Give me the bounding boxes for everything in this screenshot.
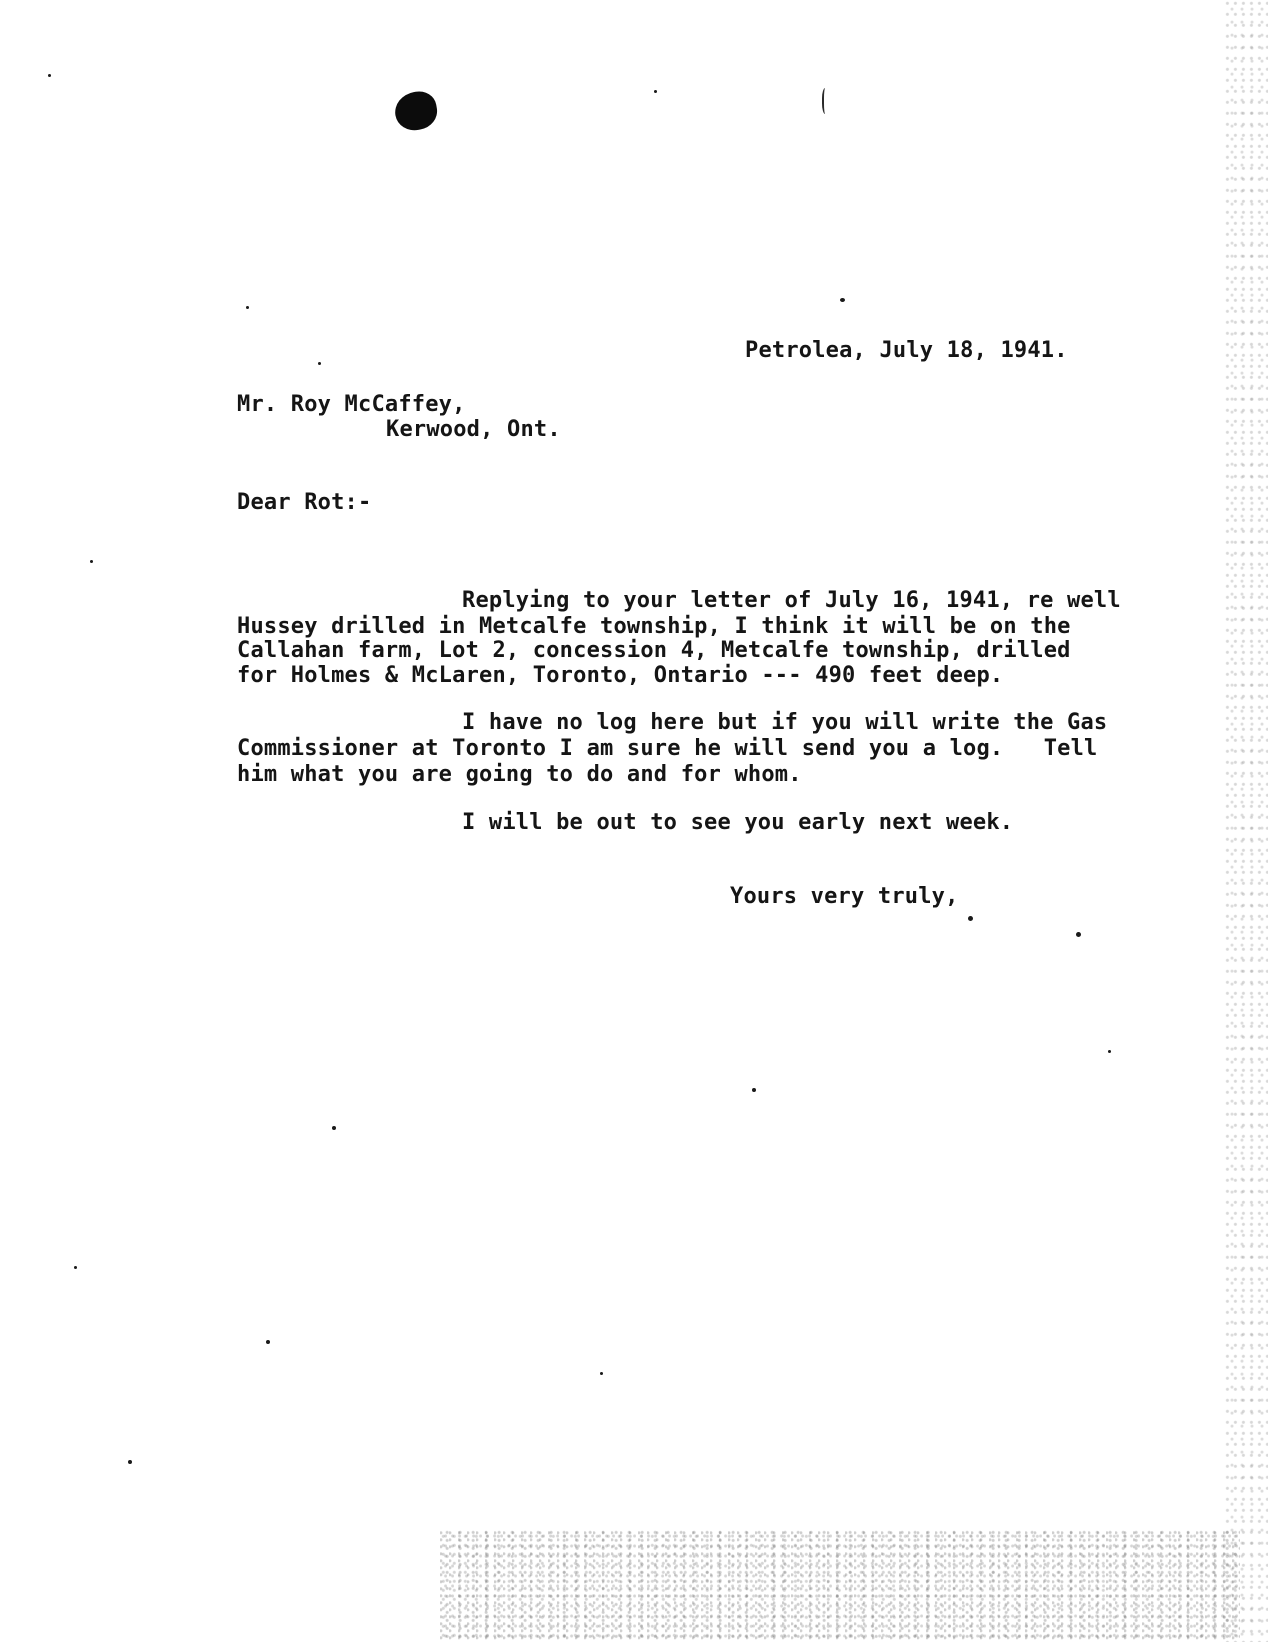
speck [600,1372,603,1375]
speck [128,1460,132,1464]
paragraph-1-line-1: Replying to your letter of July 16, 1941, re well [462,588,1121,613]
speck [840,298,845,302]
recipient-place: Kerwood, Ont. [386,417,561,442]
ink-blot [392,89,440,134]
speck [266,1340,270,1344]
letter-date-line: Petrolea, July 18, 1941. [745,338,1068,363]
speck [752,1088,756,1092]
closing: Yours very truly, [730,884,959,909]
speck [332,1126,336,1130]
speck [654,90,657,93]
paragraph-1-line-3: Callahan farm, Lot 2, concession 4, Metcalfe township, drilled [237,638,1071,663]
paragraph-1-line-2: Hussey drilled in Metcalfe township, I think it will be on the [237,614,1071,639]
paragraph-3-line-1: I will be out to see you early next week. [462,810,1014,835]
speck [246,306,249,309]
paragraph-2-line-2: Commissioner at Toronto I am sure he will send you a log. Tell [237,736,1098,761]
salutation: Dear Rot:- [237,490,372,515]
scan-noise-right [1225,0,1268,1642]
speck [1076,932,1081,937]
speck [968,916,973,921]
speck [318,362,321,365]
paragraph-2-line-1: I have no log here but if you will write the Gas [462,710,1108,735]
recipient-name: Mr. Roy McCaffey, [237,392,466,417]
paragraph-2-line-3: him what you are going to do and for whom. [237,762,802,787]
pen-mark [822,88,830,114]
paragraph-1-line-4: for Holmes & McLaren, Toronto, Ontario --- 490 feet deep. [237,663,1004,688]
speck [74,1266,77,1269]
speck [1108,1050,1111,1053]
speck [90,560,93,563]
scan-noise-bottom [440,1530,1240,1642]
speck [48,74,51,77]
